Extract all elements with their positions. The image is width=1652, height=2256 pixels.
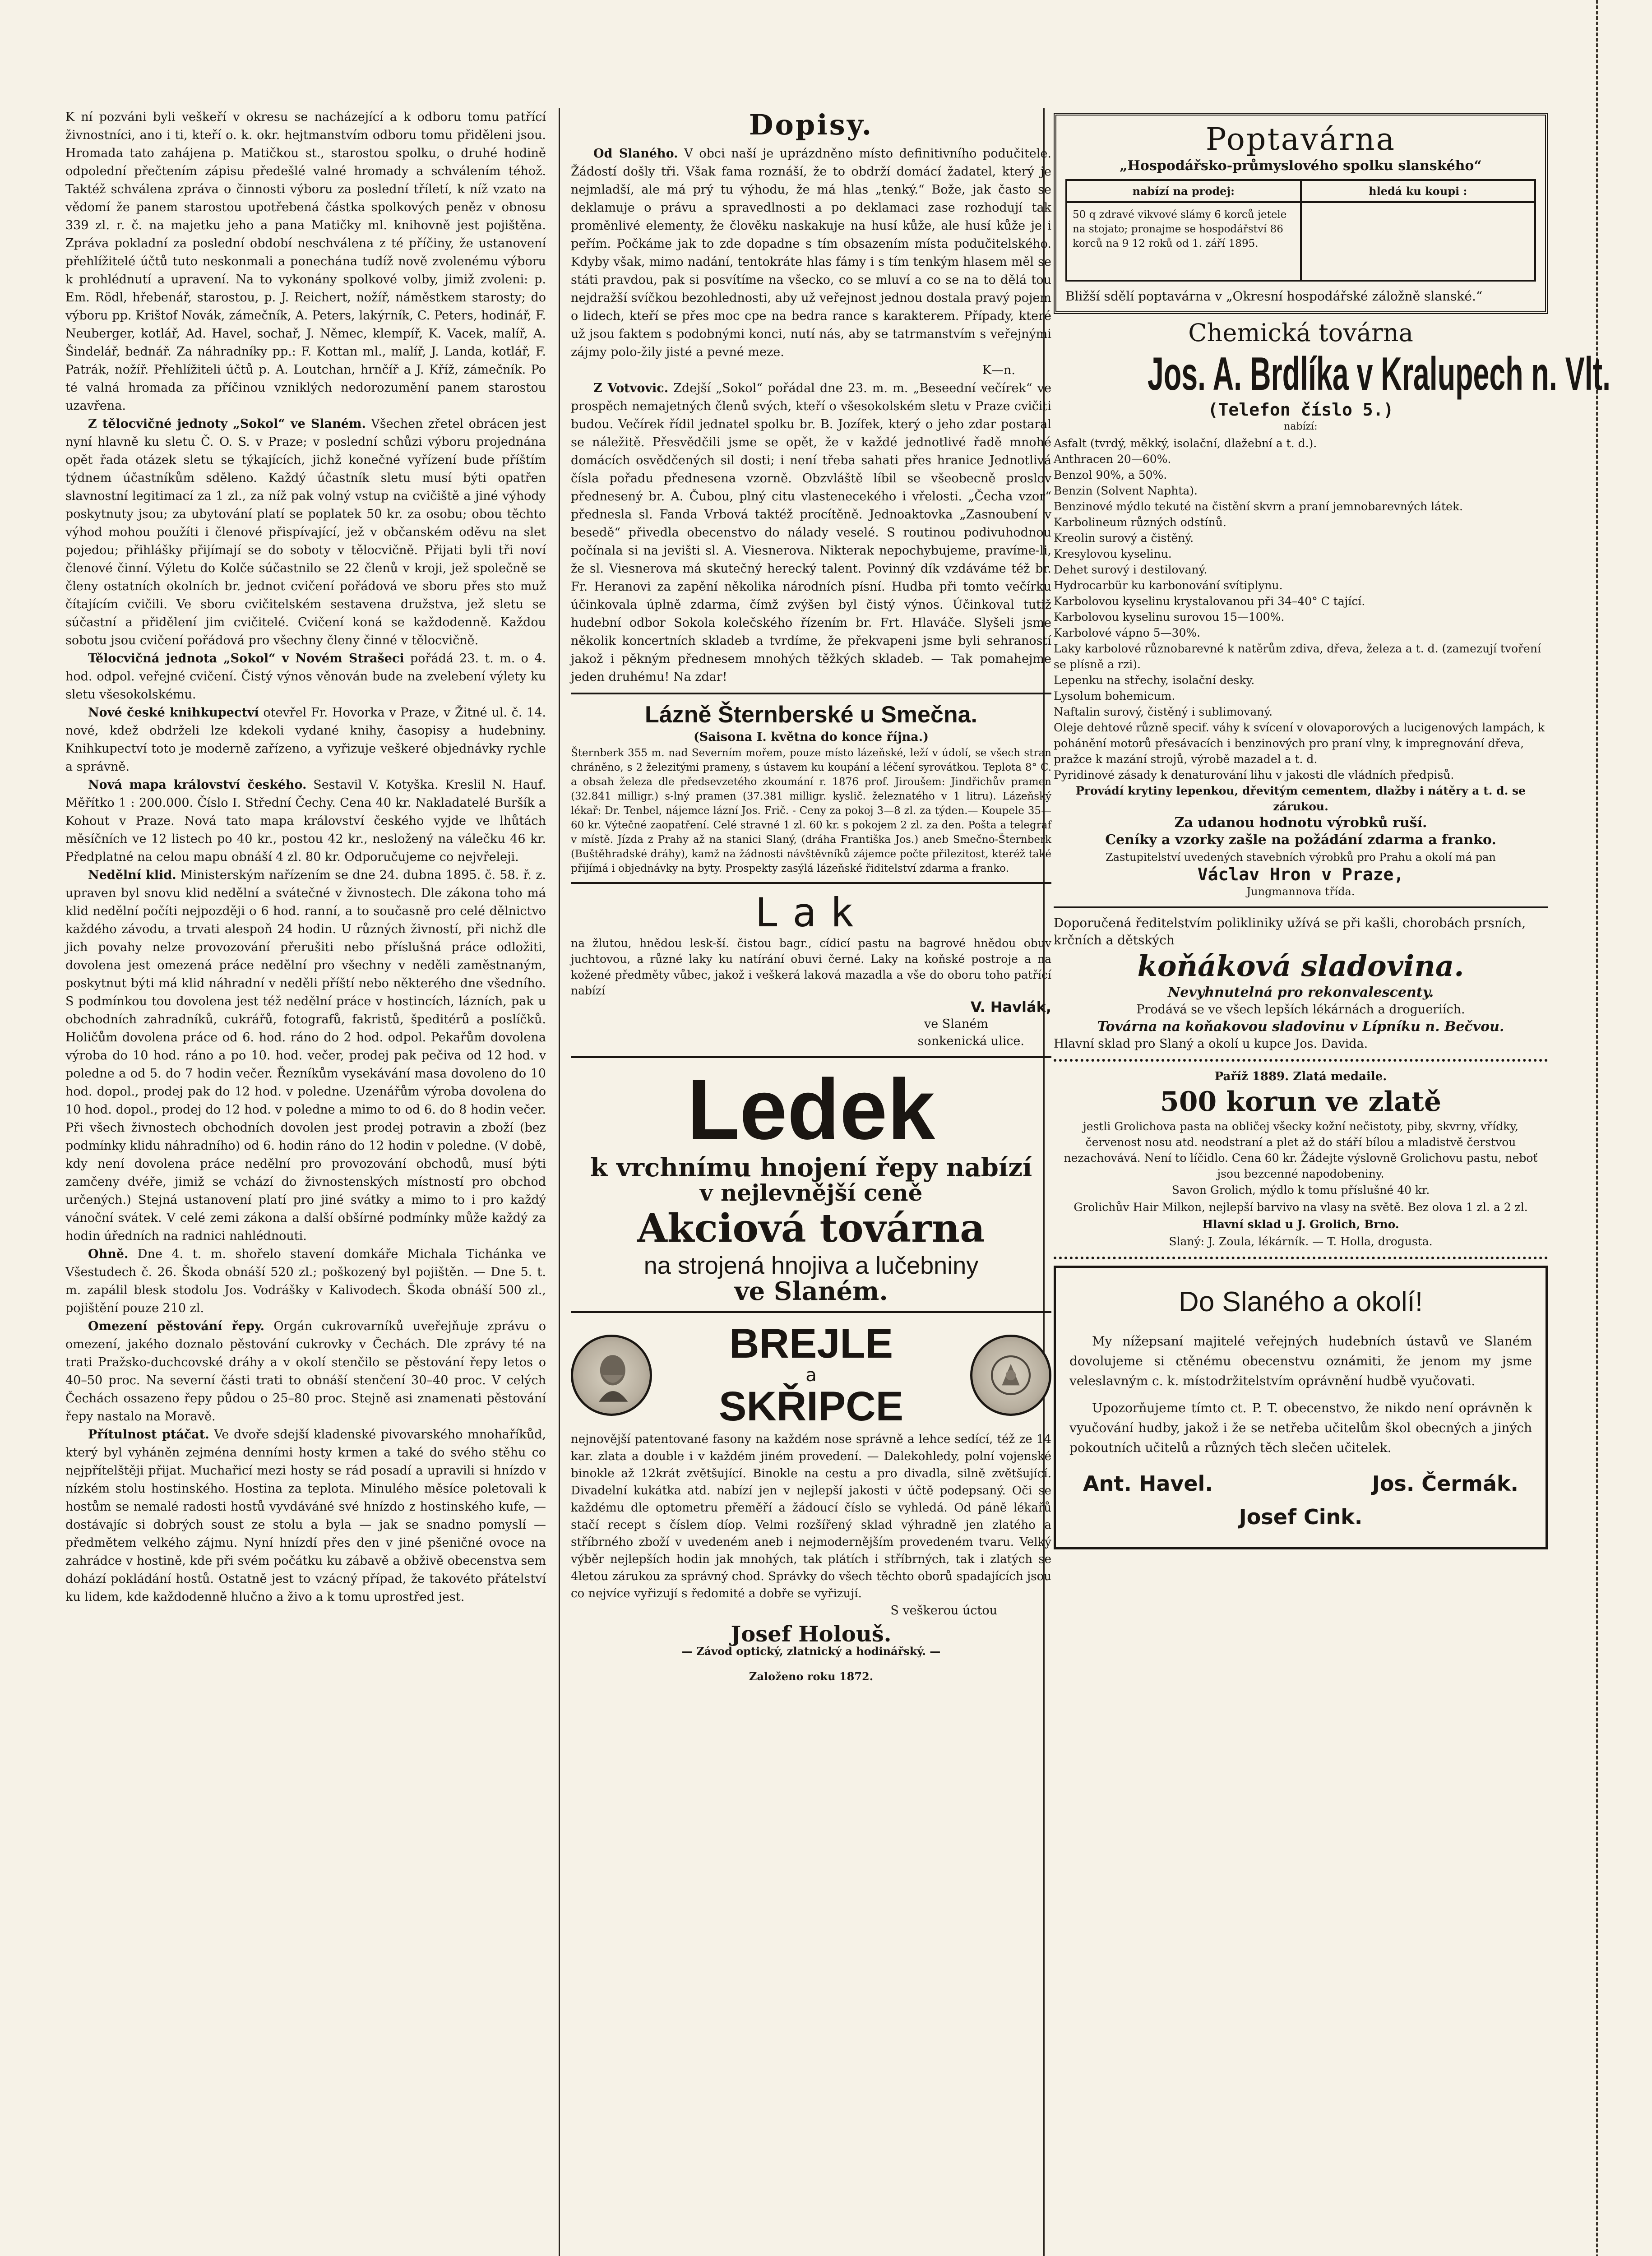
ad-lazne-body: Šternberk 355 m. nad Severním mořem, pouze místo lázeňské, leží v údolí, se všech stran chráněno, s 2 železitými prameny, s ústavem ku koupání a léčení syrovátkou. Teplota 8° C. a obsah železa dle předsevzetého zkoumání r. 1876 prof. Jiroušem: Jindřichův pramen (32.841 milligr.) s-lný pramen (37.381 milligr. kyslič. železnatého v 1 litru). Lázeňský lékař: Dr. Tenbel, nájemce lázní Jos. Frič. - Ceny za pokoj 3—8 zl. za týden.— Koupele 35—60 kr. Výtečné zaopatření. Celé stravné 1 zl. 60 kr. s pokojem 2 zl. za den. Pošta a telegraf v místě. Jízda z Prahy až na stanici Slaný, (dráha Františka Jos.) aneb Smečno-Šternberk (Buštěhradské dráhy), kamž na žádnosti návštěvníků zájemce počte přilezitost, kteréž také přijímá i objednávky na byty. Prospekty zasýlá lázeňské řiditelství zdarma a franko. <box>571 747 1051 874</box>
ad-lak-street: sonkenická ulice. <box>917 1034 1024 1048</box>
article-fires <box>65 1245 546 1318</box>
ad-music-body1: My nížepsaní majitelé veřejných hudebních ústavů ve Slaném dovolujeme si ctěnému obecenstvu oznámiti, že jenom my jsme veleslavným c. k. místodržitelstvím oprávnění hudbě vyučovati. <box>1069 1334 1532 1388</box>
letter-body: Zdejší „Sokol“ pořádal dne 23. m. m. „Beseední večírek“ ve prospěch nemajetných členů svých, kteří o všesokolském sletu v Praze cvičiti budou. Večírek řídil jednatel spolku br. B. Jozífek, který o jeho zdar postaral se náležitě. Přesvědčili jsme se opět, že v každé jednotlivé řadě mnohé domácích osvědčených sil dosti; i není třeba sahati přes hranice Jednotlivá čísla pořadu přednesena vzorně. Obzvláště líbil se všeobecně proslov přednesený br. A. Čubou, plný citu vlastenecekého i vřelosti. „Čecha vzor“ přednesla sl. Fanda Vrbová taktéž procítěně. Jednoaktovka „Zasnoubení v besedě“ přivedla obecenstvo do nálady veselé. S routinou podivuhodnou počínala si na jevišti sl. A. Viesnerova. Nikterak nepochybujeme, pravíme-li, že sl. Viesnerova má skutečný herecký talent. Povinný dík vzdáváme též br. Fr. Heranovi za zapění několika národních písní. Hudba při tomto večírku účinkovala úplně zdarma, čímž zvýšen byl čistý výnos. Účinkoval tutiž hudební odbor Sokola kolečského řízením br. Frt. Hlaváče. Slyšeli jsme několik koncertních skladeb a tvrdíme, že překvapeni jsme byli sehraností jakož i pěkným přednesem mnohých těžkých skladeb. — Tak pomahejme jeden druhému! Na zdar! <box>571 381 1051 684</box>
ad-grol-top: Paříž 1889. Zlatá medaile. <box>1214 1070 1387 1083</box>
right-column <box>1054 108 1611 1554</box>
chem-item: Benzin (Solvent Naphta). <box>1054 484 1198 497</box>
ad-music-title: Do Slaného a okolí! <box>1178 1286 1423 1318</box>
ad-kon-sub: Nevyhnutelná pro rekonvalescenty. <box>1167 985 1434 1000</box>
article-sokol-slany <box>65 415 546 650</box>
ad-brejle-founded: Založeno roku 1872. <box>749 1670 874 1683</box>
letter-slany <box>571 145 1051 361</box>
ad-grol-slany: Slaný: J. Zoula, lékárník. — T. Holla, drogusta. <box>1169 1235 1433 1248</box>
chem-item: Pyridinové zásady k denaturování lihu v jakosti dle vládních předpisů. <box>1054 768 1454 781</box>
ad-music-body2: Upozorňujeme tímto ct. P. T. obecenstvo, že nikdo není oprávněn k vyučování hudby, jakož i že se netřeba učitelům škol obecných a jiných pokoutních učitelů a různých těch slečen učitelek. <box>1069 1401 1532 1455</box>
chem-item: Benzol 90%, a 50%. <box>1054 468 1167 481</box>
ad-ledek-product: na strojená hnojiva a lučebniny <box>643 1252 979 1279</box>
article-body: Všechen zřetel obrácen jest nyní hlavně ku sletu Č. O. S. v Praze; v poslední schůzi výboru projednána opět řada otázek sletu se týkajících, jichž konečné vyřízení bude příštím týdnem účastníkům sděleno. Každý účastník sletu musí býti opatřen slavnostní legitimací za 1 zl., za níž pak volný vstup na cvičiště a jiné výhody poskytnuty jsou; za ubytování platí se poplatek 50 kr. za osobu; obou těchto výhod mohou použíti i členové přispívající, jež v občanském oděvu na slet pojedou; přihlášky přijímají se do soboty v tělocvičně. Přijati byli tři noví členové činní. Výletu do Kolče súčastnilo se 22 členů v kroji, jež společně se členy ostatních okolních br. jednot cvičení pořádová ve sboru přes sto muž čítajícím cvičili. Ve sboru cvičitelském sestavena družstva, jež sletu se súčastní a přidělení jim cvičitelé. Cvičení koná se každodenně. Každou sobotu jsou cvičení pořádová pro všechny členy činné v tělocvičně. <box>65 417 546 647</box>
ad-lazne-title: Lázně Šternberské u Smečna. <box>645 702 977 728</box>
ad-brejle-body: nejnovější patentované fasony na každém nose správně a lehce sedící, též ze 14 kar. zlata a double i v každém jiném provedení. — Dalekohledy, polní vojenské binokle až 12krát zvětšující. Binokle na cestu a pro divadla, silně zvětšující. Divadelní kukátka atd. nabízí jen v nejlepší jakosti v účtě podepsaný. Oči se každému dle optometru přeměří a žádoucí číslo se vyhledá. Od páně lékařů stačí recept s číslem díop. Velmi rozšířený sklad výhradně jen zlatého a stříbrného zboží v uvedeném aneb i nejmodernějším provedeném tvaru. Velký výběr nejlepších hodin jak mnohých, tak plátích i stříbrných, tak i zlatých se 4letou zárukou za správný chod. Správky do všech těchto oborů spadajících jsou co nejvíce vyřizují s ředomité a dobře se vyřizují. <box>571 1433 1051 1601</box>
ad-lak-title: Lak <box>755 889 867 936</box>
ad-chem-title: Chemická továrna <box>1188 319 1413 347</box>
ad-music-sig1: Ant. Havel. <box>1083 1471 1213 1496</box>
chem-item: Karbolineum různých odstínů. <box>1054 516 1226 529</box>
ad-lazne <box>571 701 1051 876</box>
chem-item: Laky karbolové různobarevné k natěrům zdiva, dřeva, železa a t. d. (zamezují tvoření se plísně a rzi). <box>1054 642 1541 671</box>
ad-music <box>1054 1266 1548 1549</box>
ad-ledek-company: Akciová továrna <box>637 1206 985 1252</box>
article-lead: Nedělní klid. <box>88 868 176 882</box>
section-title-dopisy: Dopisy. <box>749 108 874 141</box>
divider <box>571 1311 1051 1313</box>
column-rule-1 <box>559 108 560 2256</box>
article-bookshop <box>65 704 546 776</box>
ad-brejle-title2: SKŘIPCE <box>719 1383 903 1429</box>
dotted-divider <box>1054 1257 1548 1259</box>
letter-votvovice <box>571 379 1051 686</box>
article-lead: Nové české knihkupectví <box>88 706 259 720</box>
popt-col-wanted: hledá ku koupi : <box>1301 180 1536 202</box>
ad-popt-info: Bližší sdělí poptavárna v „Okresní hospodářské záložně slanské.“ <box>1065 289 1483 304</box>
article-map <box>65 776 546 866</box>
ad-chemical <box>1054 319 1611 900</box>
chem-item: Benzinové mýdlo tekuté na čistění skvrn a praní jemnobarevných látek. <box>1054 500 1463 513</box>
ad-lak-body: na žlutou, hnědou lesk-ší. čistou bagr., cídicí pastu na bagrové hnědou obuv juchtovou, a různé laky ku natírání obuvi černé. Laky na koňské postroje a na kožené předměty vůbec, jakož i veškerá laková mazadla a vše do oboru toho patřící nabízí <box>571 937 1051 997</box>
ad-chem-name: Jos. A. Brdlíka v Kralupech n. Vlt. <box>1148 348 1611 400</box>
article-body: pořádá 23. t. m. o 4. hod. odpol. veřejné cvičení. Čistý výnos věnován bude na zvelebení výlety ku sletu všesokolskému. <box>65 652 546 702</box>
ad-ledek-line2: v nejlevnější ceně <box>699 1179 923 1206</box>
popt-wanted-cell <box>1301 202 1536 281</box>
chem-item: Asfalt (tvrdý, měkký, isolační, dlažební a t. d.). <box>1054 437 1317 450</box>
ad-chem-prices: Ceníky a vzorky zašle na požádání zdarma a franko. <box>1105 832 1496 848</box>
ad-chem-guarantee: Za udanou hodnotu výrobků ruší. <box>1174 815 1427 831</box>
page-edge-rule <box>1596 0 1601 2256</box>
chem-item: Naftalin surový, čistěný i sublimovaný. <box>1054 705 1273 718</box>
ad-brejle <box>571 1319 1051 1685</box>
seal-medal-icon <box>970 1335 1051 1416</box>
chem-item: Lysolum bohemicum. <box>1054 689 1175 703</box>
ad-ledek-headline: Ledek <box>687 1062 935 1157</box>
letter-lead: Od Slaného. <box>593 147 678 161</box>
ad-popt-table <box>1065 179 1536 282</box>
ad-chem-product-list <box>1054 435 1548 814</box>
ad-music-sig3: Josef Cink. <box>1239 1505 1363 1529</box>
article-body: Orgán cukrovarníků uveřejňuje zprávu o omezení, jakého doznalo pěstování cukrovky v Čechách. Dle zprávy té na trati Pražsko-duchcovské dráhy a v okolí stenčilo se pěstování řepy letos o 40–50 proc. Na severní části trati to obnáší stenčení 30–40 proc. V celých Čechách ossazeno řepy půdou o 25–80 proc. Stejně asi znamenati pěstování řepy nastalo na Moravě. <box>65 1319 546 1424</box>
article-meeting: K ní pozváni byli veškeří v okresu se nacházející a k odboru tomu patřící živnostníci, ano i ti, kteří o. k. okr. hejtmanstvím odboru tomu přiděleni jsou. Hromada tato zahájena p. Matičkou st., starostou spolku, o druhé hodině odpolední přečtením zápisu předešlé valné hromady a schválením téhož. Taktéž schválena zpráva o činnosti výboru za poslední tříletí, k níž vzato na vědomí že panem starostou upotřebená částka spolkových peněz v obnosu 339 zl. r. č. na majetku jeho a pana Matičky ml. knihovně jest pojištěna. Zpráva pokladní za poslední období neschválena z té příčiny, že ustanovení přehlížitelé účtů tuto neskonmali a ponechána tudíž nově zvolenému výboru k prohlédnutí a upravení. Na to vykonány spolkové volby, jimiž zvoleni: p. Em. Rödl, hřebenář, starostou, p. J. Reichert, nožíř, náměstkem starosty; do výboru pp. Krištof Novák, zámečník, A. Peters, lakýrník, C. Peters, hodinář, F. Neuberger, kotlář, Ad. Havel, sochař, J. Němec, klempíř, K. Vacek, malíř, A. Šindelář, bednář. Za náhradníky pp.: F. Kottan ml., malíř, J. Landa, kotlář, F. Patrák, nožíř. Přehlížiteli účtů p. A. Loutchan, hrnčíř a J. Kříž, zámečník. Po té valná hromada za příčinou vzniklých nedorozumění panem starostou uzavřena. <box>65 110 546 413</box>
article-lead: Ohně. <box>88 1247 129 1261</box>
letter-lead: Z Votvovic. <box>593 381 669 395</box>
ad-brejle-amp: a <box>805 1364 817 1386</box>
ad-lazne-season: (Saisona I. května do konce října.) <box>694 730 929 744</box>
chem-item: Kresylovou kyselinu. <box>1054 547 1172 560</box>
ad-music-sig2: Jos. Čermák. <box>1372 1471 1518 1496</box>
article-lead: Nová mapa království českého. <box>88 778 307 792</box>
chem-item: Oleje dehtové různě specif. váhy k svícení v olovaporových a lucigenových lampách, k pohánění motorů přesávacích i benzinových pro praní vlny, k impregnování dřeva, pražce k mazání strojů, výrobě mazadel a t. d. <box>1054 721 1545 766</box>
ad-grolich <box>1054 1068 1548 1250</box>
ad-kon-body: Prodává se ve všech lepších lékárnách a drogueriích. <box>1136 1003 1465 1017</box>
emperor-medal-icon <box>571 1335 652 1416</box>
letter-signature: K—n. <box>982 363 1015 377</box>
dotted-divider <box>1054 1059 1548 1062</box>
ad-popt-subtitle: „Hospodářsko-průmyslového spolku slanského“ <box>1120 158 1482 174</box>
popt-col-offer: nabízí na prodej: <box>1066 180 1301 202</box>
article-body: Ministerským nařízením se dne 24. dubna 1895. č. 58. ř. z. upraven byl snovu klid nedělní a svátečné v živnostech. Dle zákona toho má klid nedělní počíti nejpozději o 6 hod. ranní, a to současně pro celé dělnictvo každého závodu, a trvati alespoň 24 hodin. U různých živností, při nichž dle jich povahy nelze provozování přerušiti nebo příslušná práce odložiti, dovolena jest omezená práce nedělní pro všechny v neděli zaměstnaným, poskytnut býti má klid náhradní v neděli příští nebo některého dne všedního. S podmínkou tou dovolena jest též nedělní práce v hostincích, lázních, pak u obchodních zahradníků, cukrářů, fotografů, fakristů, špeditérů a poslíčků. Holičům dovolena práce od 6. hod. ráno do 2 hod. odpol. Pekařům dovolena výroba do 10 hod. ráno a po 10. hod. večer, prodej pak pečiva od 12 hod. v poledne a od 5. do 7 hodin večer. Řezníkům vysekávání masa dovoleno do 10 hod. dopol., prodej pak do 12 hod. v poledne. Uzenářům výroba dovolena do 10 hod. dopol., prodej do 12 hod. v poledne a mimo to od 6. do 8 hodin večer. Při všech živnostech obchodních dovolen jest prodej potravin a zboží (bez podmínky klidu náhradního) od 6. hodin ráno do 12 hodin v poledne. (V době, kdy není dovolena práce nedělní pro provozování obchodů, musí býti zamčeny dvéře, jimiž se vchází do živnostenských místností pro obchod určených.) Stejná ustanovení platí pro jiné svátky a mimo to i pro každý vánoční svátek. V celé zemi zákona a další obšírné podmínky může každý za hodin úředních na radnici nahlédnouti. <box>65 868 546 1243</box>
ad-brejle-firm: — Závod optický, zlatnický a hodinářský. — <box>681 1645 941 1658</box>
popt-offer-cell: 50 q zdravé vikvové slámy 6 korců jetele na stojato; pronajme se hospodářství 86 korců na 9 12 roků od 1. září 1895. <box>1066 202 1301 281</box>
middle-column <box>571 108 1051 1685</box>
article-body: otevřel Fr. Hovorka v Praze, v Žitné ul. č. 14. nové, kdež obdrželi lze kdekoli vydané knihy, časopisy a hudebniny. Knihkupectví toto je moderně zařízeno, a vyřizuje veškeré objednávky rychle a správně. <box>65 706 546 774</box>
ad-grol-soap: Savon Grolich, mýdlo k tomu příslušné 40 kr. <box>1171 1183 1430 1197</box>
ad-chem-rep-street: Jungmannova třída. <box>1246 885 1355 898</box>
chem-item-highlight: Provádí krytiny lepenkou, dřevitým cementem, dlažby i nátěry a t. d. se zárukou. <box>1075 784 1526 813</box>
article-sokol-strasec <box>65 650 546 704</box>
article-body: Sestavil V. Kotyška. Kreslil N. Hauf. Měřítko 1 : 200.000. Číslo I. Střední Čechy. Cena 40 kr. Nakladatelé Buršík a Kohout v Praze. Nová tato mapa království českého vyjde ve lhůtách měsíčních ve 12 listech po 40 kr., postou 42 kr., nesložený na válečku 46 kr. Předplatné na celou mapu obnáší 4 zl. 80 kr. Odporučujeme co nejvřeleji. <box>65 778 546 864</box>
ad-kon-factory: Továrna na koňakovou sladovinu v Lípníku n. Bečvou. <box>1097 1019 1504 1035</box>
article-lead: Přítulnost ptáčat. <box>88 1428 209 1442</box>
article-bird <box>65 1426 546 1606</box>
chem-item: Karbolovou kyselinu krystalovanou při 34–40° C tající. <box>1054 595 1365 608</box>
ad-lak-signature: V. Havlák, <box>970 999 1051 1016</box>
ad-grol-depot: Hlavní sklad u J. Grolich, Brno. <box>1202 1218 1399 1231</box>
ad-ledek-line1: k vrchnímu hnojení řepy nabízí <box>590 1153 1032 1183</box>
chem-item: Lepenku na střechy, isolační desky. <box>1054 674 1255 687</box>
divider <box>1054 906 1548 908</box>
ad-chem-offers: nabízí: <box>1284 421 1318 432</box>
ad-lak-place: ve Slaném <box>924 1017 988 1031</box>
ad-popt-title: Poptavárna <box>1205 122 1396 157</box>
letter-body: V obci naší je uprázdněno místo definitivního podučitele. Žádostí došly tři. Však fama roznáší, že to obdrží domácí žadatel, který je nejmladší, ale má prý tu výhodu, že má hlas „tenký.“ Bože, jak často se deklamuje o právu a spravedlnosti a po deklamaci zase rozhodují tak proměnlivé elementy, že člověku naskakuje na husí kůže, ale husí kůže je i peřím. Počkáme jak to zde dopadne s tím obsazením místa podučitelského. Kdyby však, mimo nadání, tentokráte hlas fámy i s tím tenkým hlasem měl se státi pravdou, pak si posvítíme na všecko, co se mluví a co se na to dělá tou nejdražší svíčkou bezohlednosti, aby už veřejnost jednou dostala pravý pojem o lidech, kteří se přes moc cpe na bedra rance s karakterem. Případy, které už jsou faktem s podobnými konci, nutí nás, aby se tatrmanstvím s veřejnými zájmy polo-žily jisté a pevné meze. <box>571 147 1052 359</box>
ad-brejle-signature: Josef Holouš. <box>731 1622 892 1647</box>
ad-chem-rep-name: Václav Hron v Praze, <box>1197 864 1404 884</box>
ad-chem-telephone: (Telefon číslo 5.) <box>1208 400 1394 420</box>
ad-lak <box>571 890 1051 1050</box>
ad-kon-intro: Doporučená ředitelstvím polikliniky užívá se při kašli, chorobách prsních, krčních a dětských <box>1054 915 1526 948</box>
article-sunday-rest <box>65 866 546 1245</box>
ad-grol-hair: Grolichův Hair Milkon, nejlepší barvivo na vlasy na světě. Bez olova 1 zl. a 2 zl. <box>1074 1201 1528 1214</box>
ad-chem-representative: Zastupitelství uvedených stavebních výrobků pro Prahu a okolí má pan <box>1106 851 1496 864</box>
ad-grol-body: jestli Grolichova pasta na obličej všecky kožní nečistoty, piby, skvrny, vřídky, červenost nosu atd. neodstraní a plet až do stáří bílou a mladistvě čerstvou nezachovává. Není to líčidlo. Cena 60 kr. Žádejte výslovně Grolichovu pastu, neboť jsou bezcenné napodobeniny. <box>1064 1120 1538 1180</box>
ad-kon-title: koňáková sladovina. <box>1137 949 1464 983</box>
chem-item: Hydrocarbür ku karbonování svítiplynu. <box>1054 579 1283 592</box>
ad-brejle-title1: BREJLE <box>729 1321 893 1367</box>
ad-kon-store: Hlavní sklad pro Slaný a okolí u kupce Jos. Davida. <box>1054 1037 1368 1051</box>
ad-ledek-place: ve Slaném. <box>734 1276 888 1307</box>
ad-brejle-closing: S veškerou úctou <box>890 1604 997 1618</box>
divider <box>571 1056 1051 1058</box>
chem-item: Karbolové vápno 5—30%. <box>1054 626 1201 639</box>
left-column <box>65 108 546 1606</box>
article-lead: Z tělocvičné jednoty „Sokol“ ve Slaném. <box>88 417 366 431</box>
article-body: Ve dvoře sdejší kladenské pivovarského mnohaříkůd, který byl vyháněn zejména denními hosty krmen a také do svého stěhu co nejpřítelštěji přijat. Muchařicí mezi hosty se rád posadí a upravili si hnízdo v nízkém stolu hostinského. Hostina za teplota. Minulého měsíce poletovali k hostům se nemalé radosti hostů vyvdáváné své hnízdo z hostinského kufe, — dostávajíc si dobrých soust ze stolu a byla — jak se snadno pomyslí — předmětem velkého zájmu. Nyní hnízdí přes den v jiné pšeničné ovoce na zahrádce v hostině, kde při svém počátku ku zábavě a obživě obecenstva sem dohází pokládání hostů. Ostatně jest to vzácný případ, že takovéto přátelství ku lidem, kde každodenně hlučno a živo a k tomu uprostřed jest. <box>65 1428 546 1604</box>
ad-ledek <box>571 1064 1051 1305</box>
divider <box>571 693 1051 694</box>
divider <box>571 882 1051 884</box>
article-body: Dne 4. t. m. shořelo stavení domkáře Michala Tichánka ve Všestudech č. 26. Škoda obnáší 520 zl.; poškozený byl pojištěn. — Dne 5. t. m. zapálil blesk stodolu Jos. Vodrášky v Kalivodech. Škoda obnáší 500 zl., pojištění pouze 210 zl. <box>65 1247 546 1315</box>
ad-poptavarna <box>1054 113 1548 314</box>
ad-konakova <box>1054 915 1548 1053</box>
article-beet <box>65 1318 546 1426</box>
chem-item: Anthracen 20—60%. <box>1054 453 1171 466</box>
article-lead: Tělocvičná jednota „Sokol“ v Novém Strašeci <box>88 652 404 666</box>
chem-item: Karbolovou kyselinu surovou 15—100%. <box>1054 610 1285 624</box>
article-lead: Omezení pěstování řepy. <box>88 1319 265 1333</box>
chem-item: Dehet surový i destilovaný. <box>1054 563 1208 576</box>
chem-item: Kreolin surový a čistěný. <box>1054 532 1194 545</box>
ad-grol-title: 500 korun ve zlatě <box>1160 1086 1442 1118</box>
